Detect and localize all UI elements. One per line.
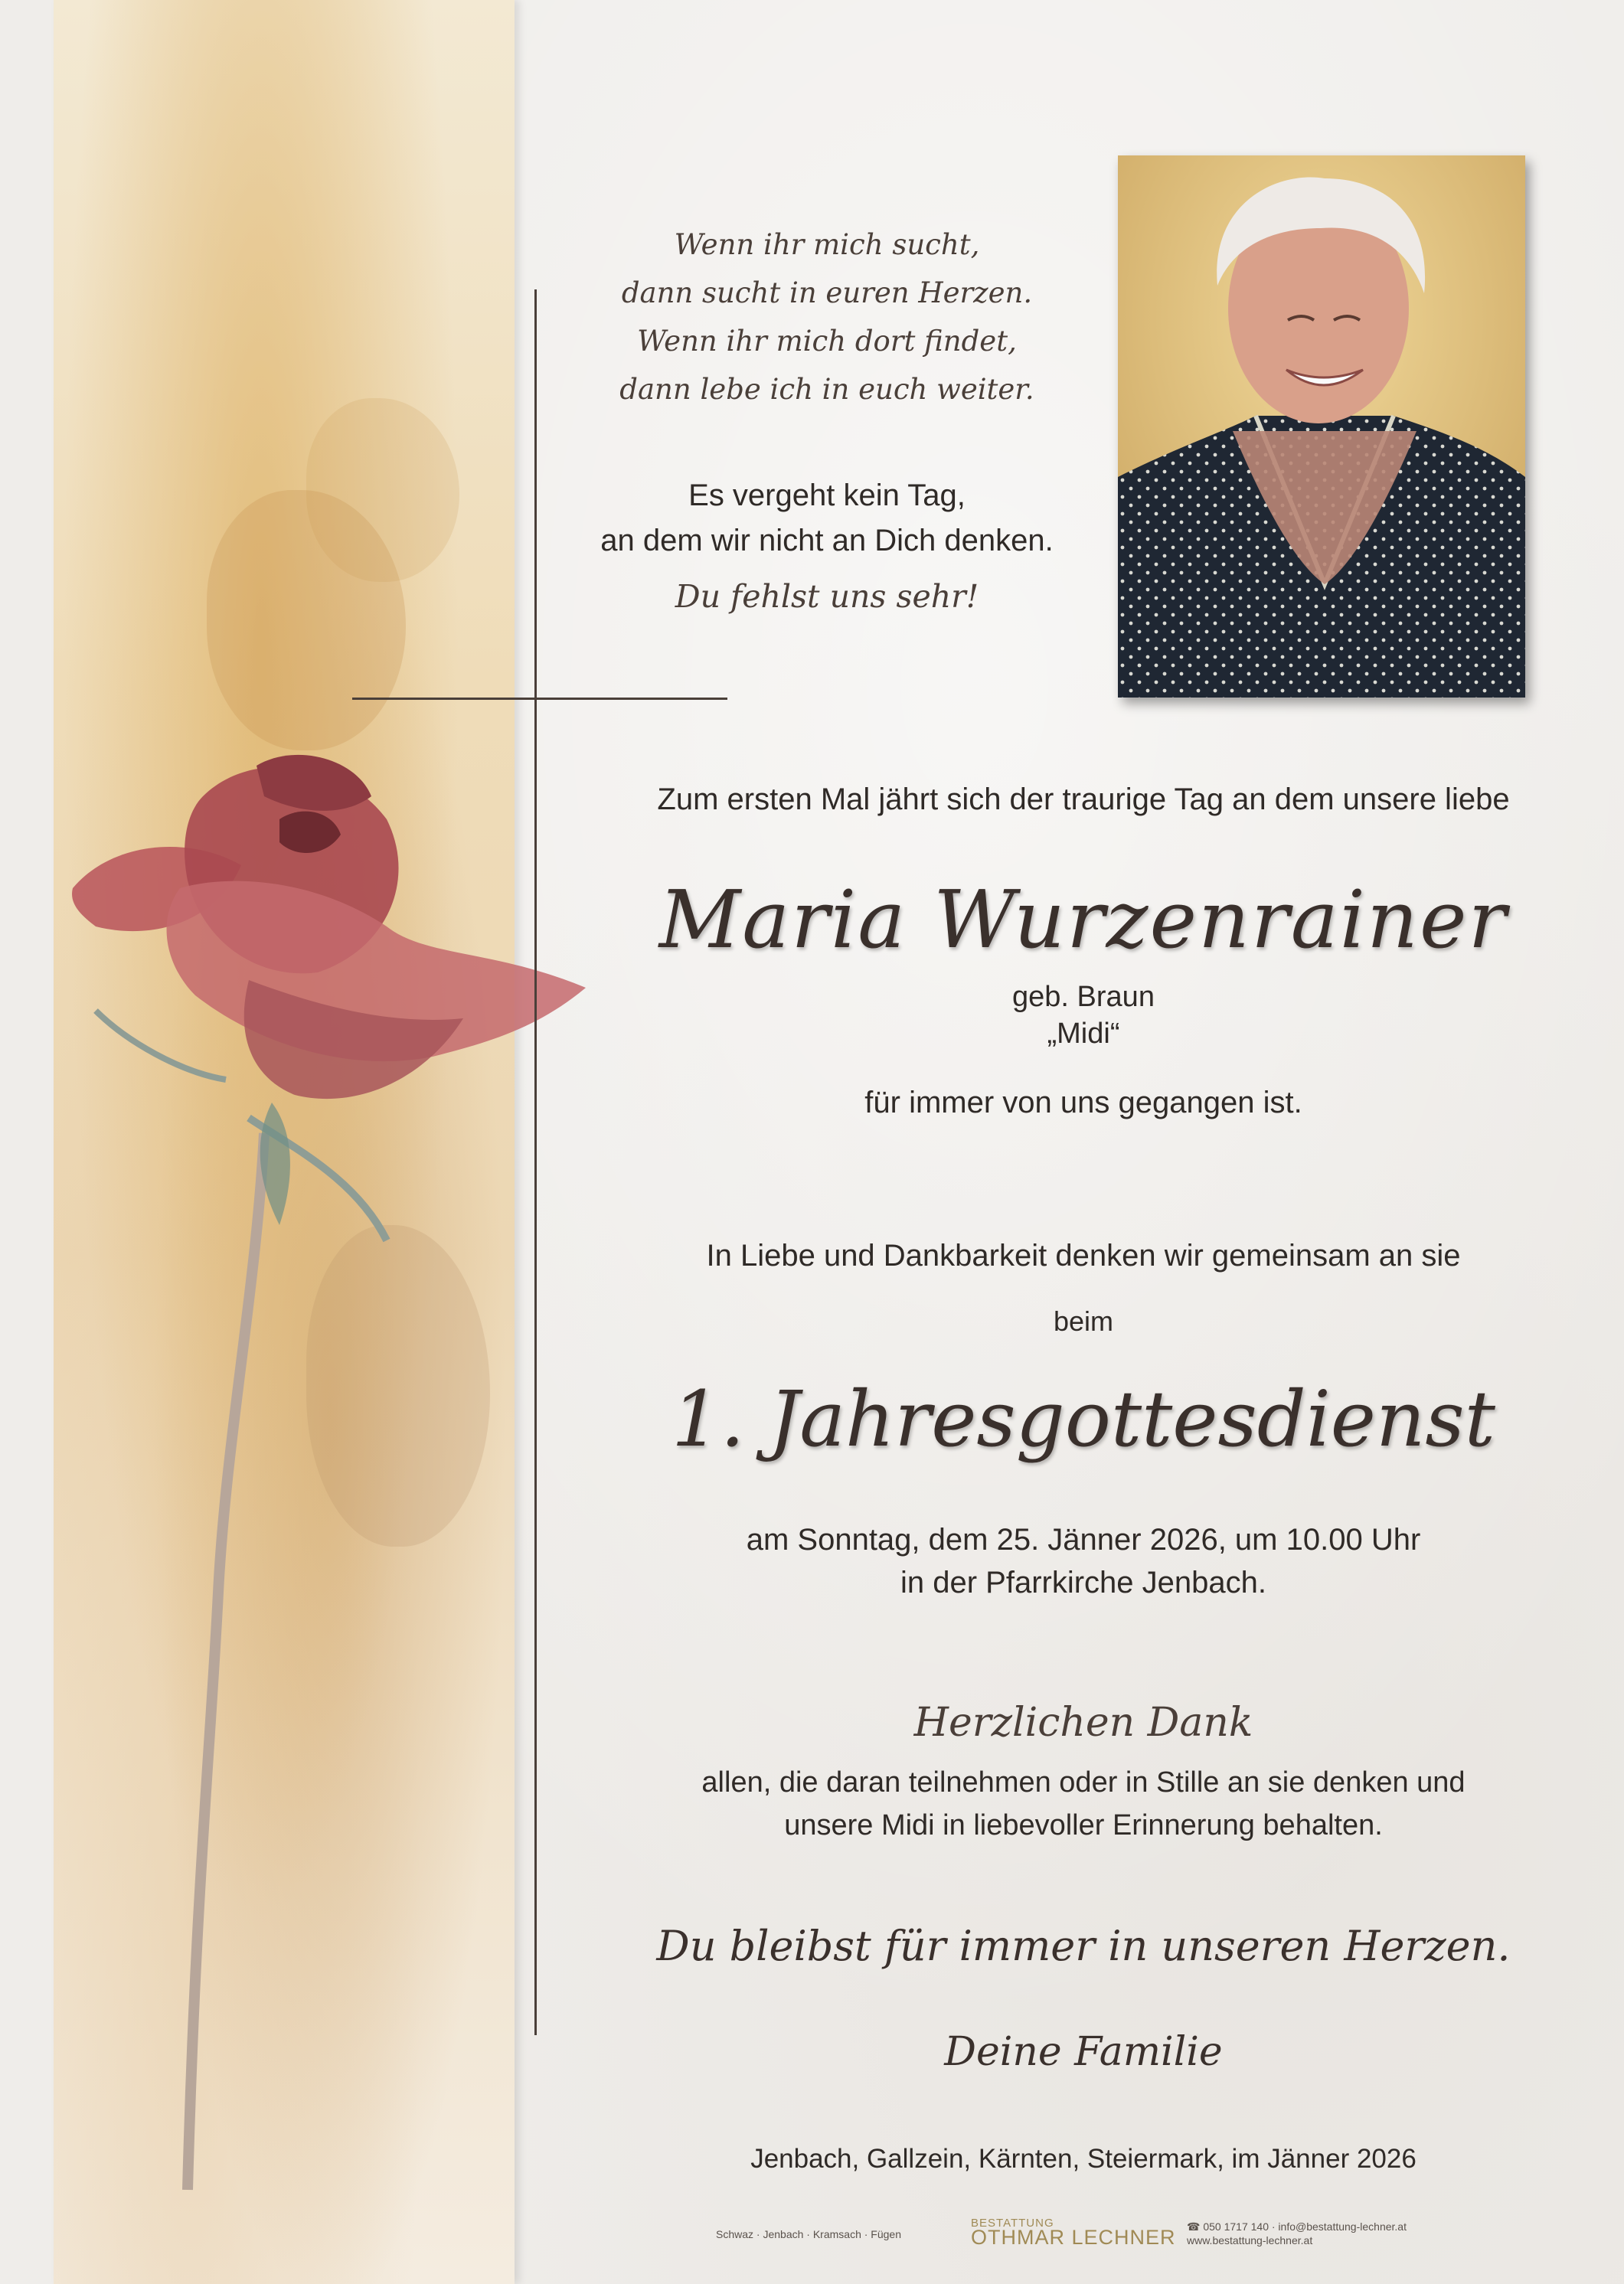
- remembrance-line: an dem wir nicht an Dich denken.: [600, 524, 1054, 557]
- poem-line: Wenn ihr mich dort findet,: [637, 325, 1017, 358]
- nickname: „Midi“: [1047, 1018, 1120, 1050]
- maiden-name: geb. Braun: [1012, 981, 1155, 1013]
- rose-illustration: [65, 750, 601, 2205]
- remembrance-line: Es vergeht kein Tag,: [688, 479, 966, 512]
- thanks-line: unsere Midi in liebevoller Erinnerung behalten.: [784, 1809, 1383, 1841]
- portrait-image: [1118, 155, 1525, 698]
- places-date: Jenbach, Gallzein, Kärnten, Steiermark, im Jänner 2026: [750, 2144, 1417, 2174]
- service-details: [597, 1518, 1570, 1604]
- poem-line: Wenn ihr mich sucht,: [674, 228, 980, 261]
- branch-locations: Schwaz · Jenbach · Kramsach · Fügen: [716, 2228, 901, 2240]
- portrait-photo: [1118, 155, 1525, 698]
- cross-vertical-line: [534, 289, 537, 2035]
- phone-icon: ☎: [1187, 2220, 1201, 2233]
- remembrance-text: [551, 473, 1103, 564]
- brand-top-text: BESTATTUNG: [971, 2217, 1054, 2230]
- thanks-title: Herzlichen Dank: [913, 1700, 1253, 1746]
- poem: [551, 221, 1103, 413]
- cross-horizontal-line: [352, 698, 727, 700]
- deceased-name: Maria Wurzenrainer: [658, 873, 1508, 966]
- birth-name-block: [597, 979, 1570, 1052]
- beim-text: beim: [1053, 1305, 1114, 1337]
- funeral-home-logo: [971, 2217, 1176, 2249]
- brand-name: OTHMAR LECHNER: [971, 2226, 1176, 2249]
- miss-text: Du fehlst uns sehr!: [675, 578, 979, 615]
- passed-away-text: für immer von uns gegangen ist.: [864, 1086, 1302, 1119]
- footer: [0, 2217, 1624, 2255]
- intro-text: Zum ersten Mal jährt sich der traurige Tag an dem unsere liebe: [657, 783, 1510, 816]
- poem-line: dann lebe ich in euch weiter.: [619, 373, 1034, 406]
- website: www.bestattung-lechner.at: [1187, 2234, 1313, 2246]
- service-date: am Sonntag, dem 25. Jänner 2026, um 10.00 Uhr: [746, 1523, 1421, 1557]
- phone-email: 050 1717 140 · info@bestattung-lechner.at: [1203, 2220, 1407, 2233]
- service-location: in der Pfarrkirche Jenbach.: [900, 1566, 1266, 1599]
- poem-line: dann sucht in euren Herzen.: [621, 276, 1033, 309]
- contact-info: [1187, 2220, 1407, 2247]
- forever-text: Du bleibst für immer in unseren Herzen.: [656, 1922, 1511, 1970]
- service-title: 1. Jahresgottesdienst: [671, 1374, 1495, 1464]
- remember-text: In Liebe und Dankbarkeit denken wir gemeinsam an sie: [706, 1239, 1461, 1273]
- watercolor-blot: [306, 398, 459, 582]
- thanks-line: allen, die daran teilnehmen oder in Stille an sie denken und: [701, 1766, 1466, 1799]
- family-signature: Deine Familie: [944, 2029, 1223, 2075]
- thanks-text: [597, 1761, 1570, 1847]
